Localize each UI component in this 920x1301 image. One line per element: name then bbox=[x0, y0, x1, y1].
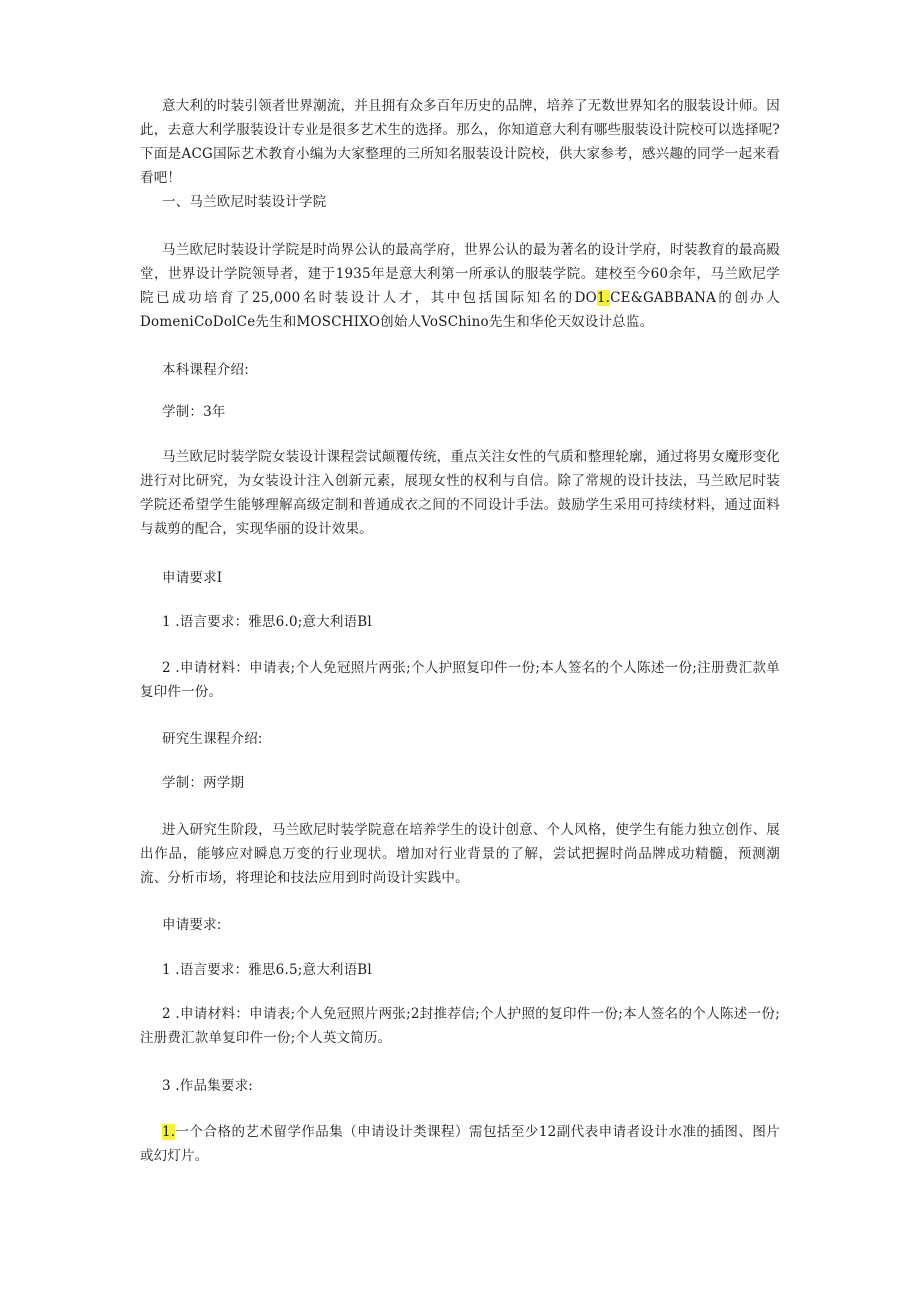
undergrad-heading: 本科课程介绍: bbox=[162, 362, 249, 378]
grad-requirement-portfolio: 3 .作品集要求: bbox=[162, 1078, 254, 1094]
section-heading-marangoni: 一、马兰欧尼时装设计学院 bbox=[162, 194, 327, 210]
grad-heading: 研究生课程介绍: bbox=[162, 731, 263, 747]
portfolio-description-text: 一个合格的艺术留学作品集（申请设计类课程）需包括至少12副代表申请者设计水准的插图、图片或幻灯片。 bbox=[140, 1124, 780, 1164]
marangoni-description-text: 马兰欧尼时装设计学院是时尚界公认的最高学府，世界公认的最为著名的设计学府，时装教育的最高殿堂，世界设计学院领导者，建于1935年是意大利第一所承认的服装学院。建校至今60余年，马兰欧尼学院已成功培育了25,000名时装设计人才，其中包括国际知名的DO bbox=[140, 242, 780, 306]
grad-requirements-heading: 申请要求: bbox=[162, 917, 222, 933]
marangoni-description-text-cont: CE&GABBANA的创办人DomeniCoDolCe先生和MOSCHIXO创始人VoSChino先生和华伦天奴设计总监。 bbox=[140, 290, 780, 330]
highlighted-number: 1. bbox=[162, 1124, 176, 1140]
grad-requirement-materials: 2 .申请材料：申请表;个人免冠照片两张;2封推荐信;个人护照的复印件一份;本人签名的个人陈述一份;注册费汇款单复印件一份;个人英文简历。 bbox=[140, 1006, 780, 1046]
highlighted-text: 1. bbox=[596, 290, 611, 306]
undergrad-description: 马兰欧尼时装学院女装设计课程尝试颠覆传统，重点关注女性的气质和整理轮廓，通过将男女魔形变化进行对比研究，为女装设计注入创新元素，展现女性的权利与自信。除了常规的设计技法，马兰欧尼时装学院还希望学生能够理解高级定制和普通成衣之间的不同设计手法。鼓励学生采用可持续材料，通过面料与裁剪的配合，实现华丽的设计效果。 bbox=[140, 449, 780, 537]
grad-description: 进入研究生阶段，马兰欧尼时装学院意在培养学生的设计创意、个人风格，使学生有能力独立创作、展出作品，能够应对瞬息万变的行业现状。增加对行业背景的了解，尝试把握时尚品牌成功精髓，预测潮流、分析市场，将理论和技法应用到时尚设计实践中。 bbox=[140, 822, 780, 886]
intro-paragraph: 意大利的时装引领者世界潮流，并且拥有众多百年历史的品牌，培养了无数世界知名的服装设计师。因此，去意大利学服装设计专业是很多艺术生的选择。那么，你知道意大利有哪些服装设计院校可以选择呢?下面是ACG国际艺术教育小编为大家整理的三所知名服装设计院校，供大家参考，感兴趣的同学一起来看看吧！ bbox=[140, 98, 780, 186]
undergrad-requirement-language: 1 .语言要求：雅思6.0;意大利语Bl bbox=[162, 614, 372, 630]
marangoni-description bbox=[140, 238, 780, 334]
undergrad-requirement-materials: 2 .申请材料：申请表;个人免冠照片两张;个人护照复印件一份;本人签名的个人陈述一份;注册费汇款单复印件一份。 bbox=[140, 660, 780, 700]
undergrad-requirements-heading: 申请要求I bbox=[162, 570, 223, 586]
portfolio-description bbox=[140, 1120, 780, 1168]
grad-requirement-language: 1 .语言要求：雅思6.5;意大利语Bl bbox=[162, 962, 372, 978]
grad-duration: 学制：两学期 bbox=[162, 775, 245, 791]
undergrad-duration: 学制：3年 bbox=[162, 404, 226, 420]
